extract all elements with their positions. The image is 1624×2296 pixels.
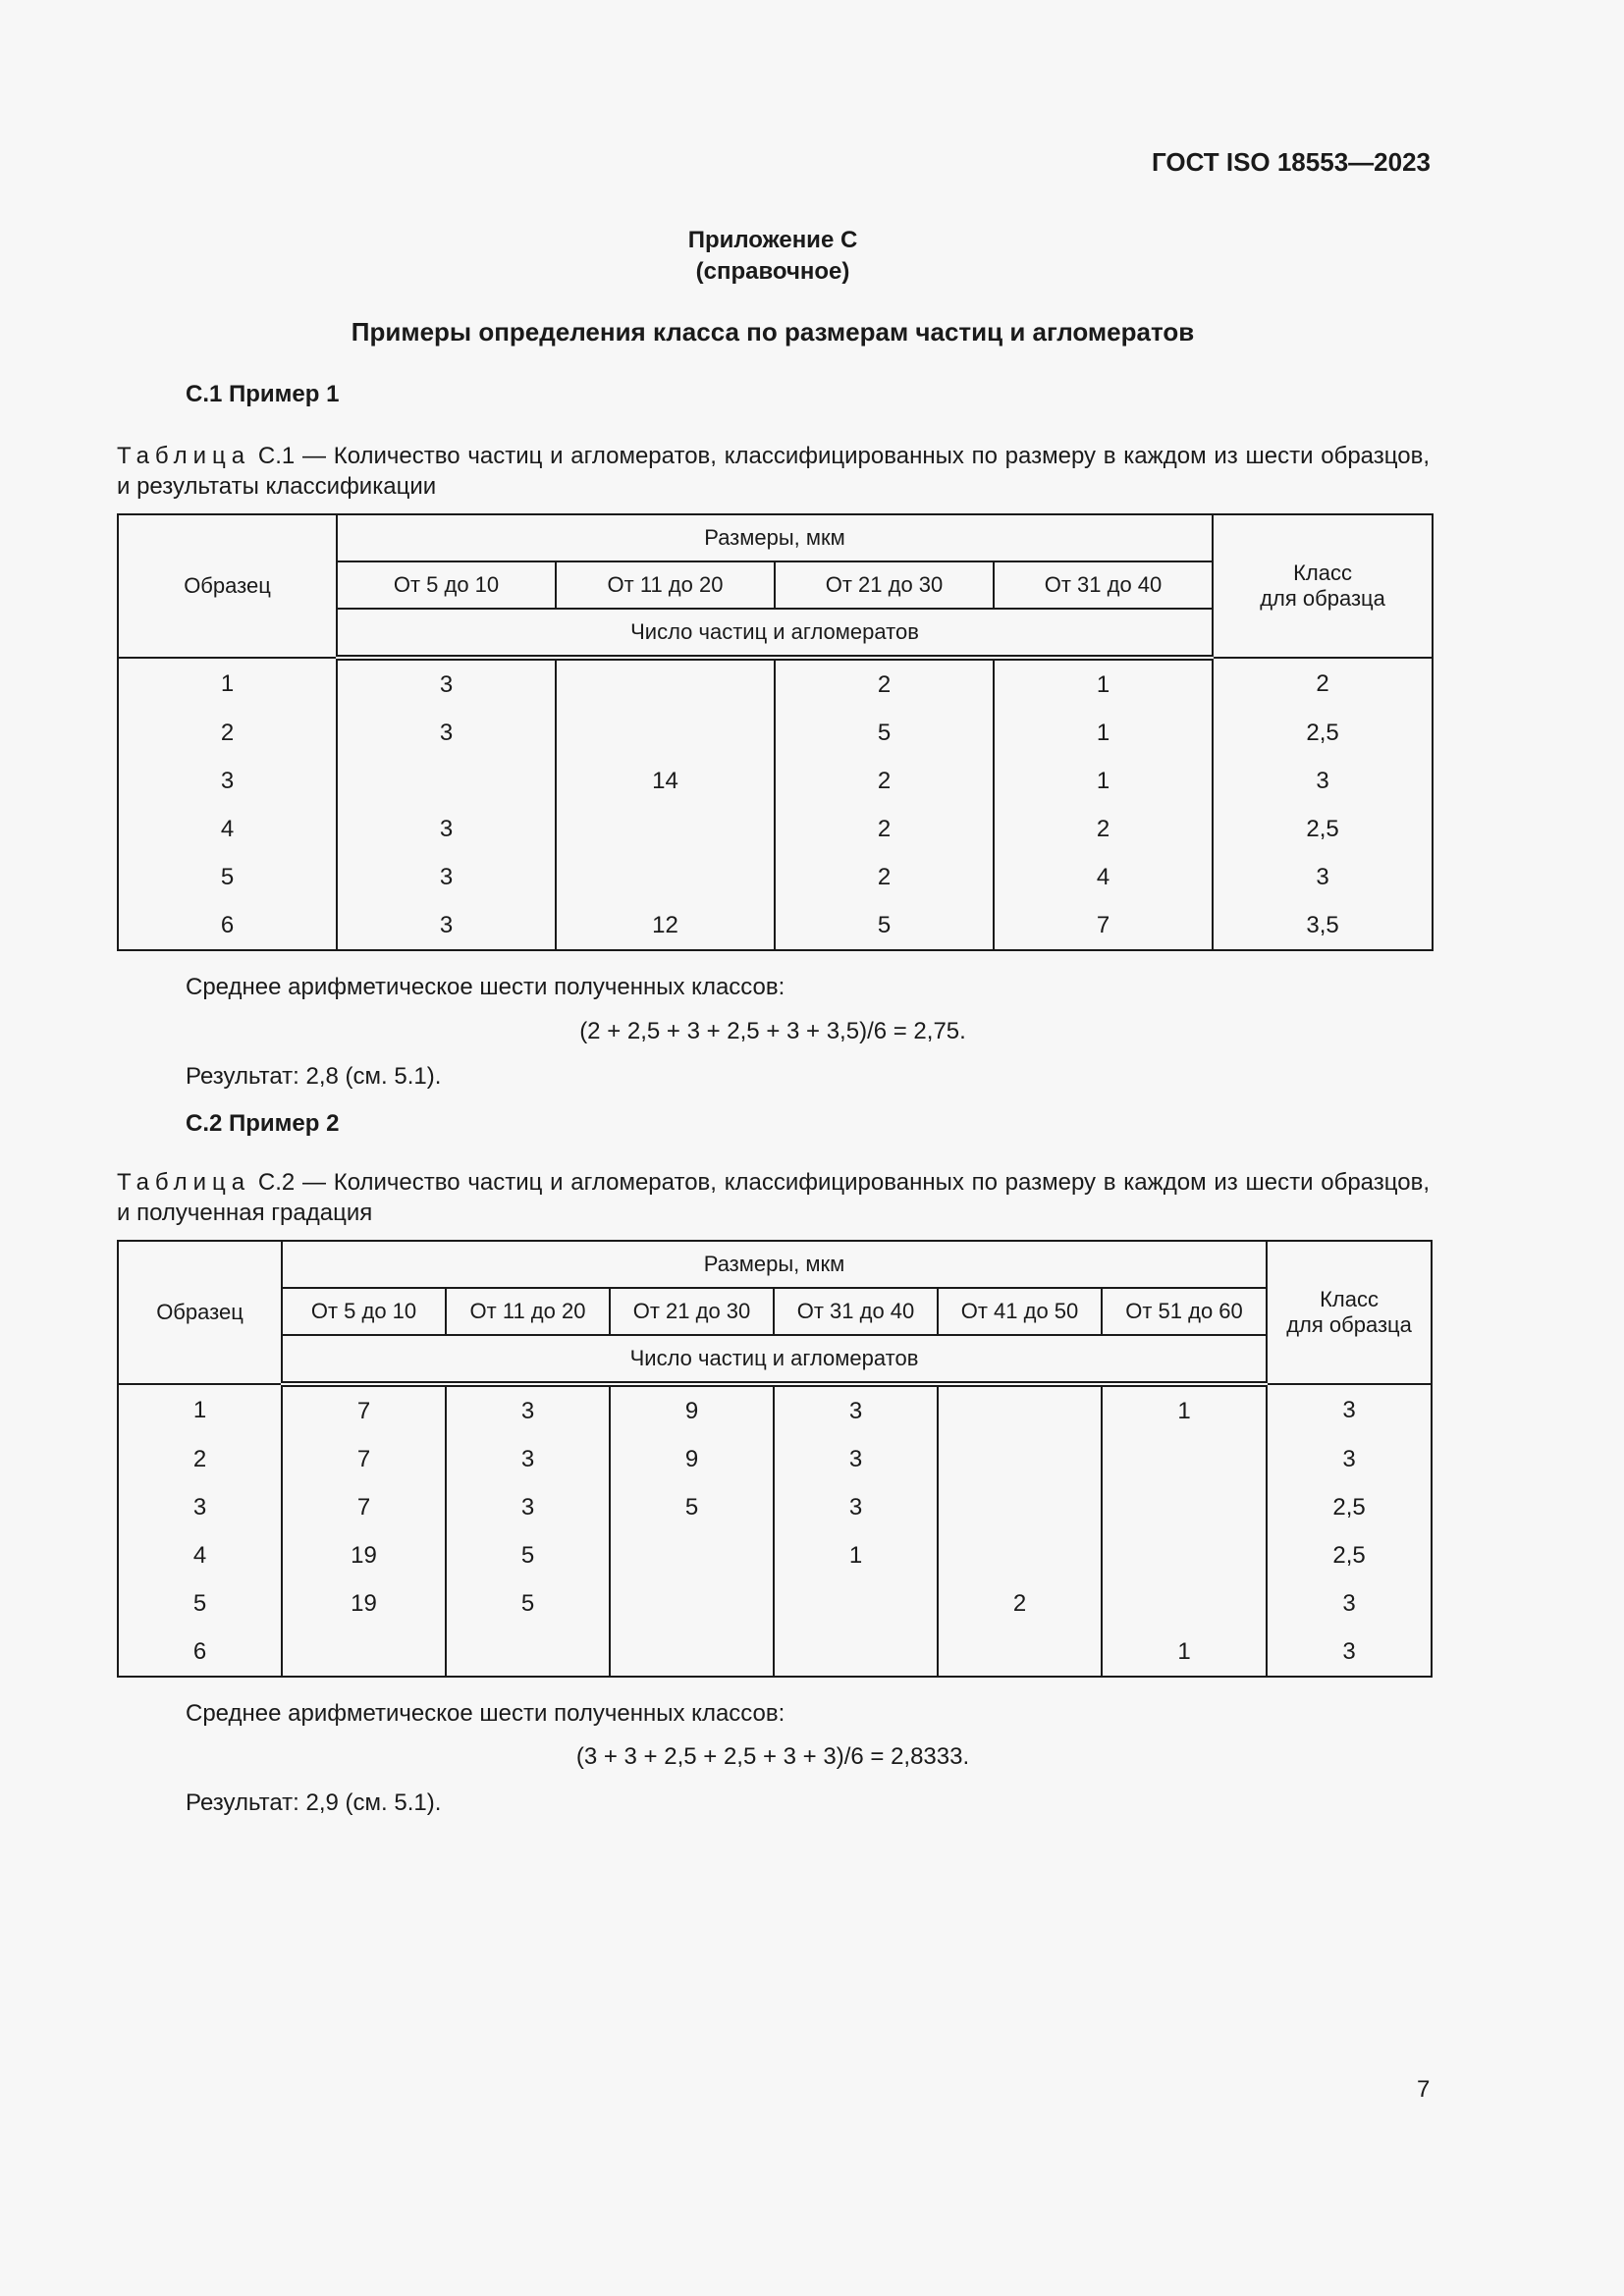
count-cell: 3 (446, 1384, 610, 1435)
table-row (118, 1483, 1432, 1531)
range-header: От 21 до 30 (775, 561, 994, 609)
count-cell: 3 (774, 1384, 938, 1435)
count-cell: 9 (610, 1435, 774, 1483)
count-cell: 3 (774, 1483, 938, 1531)
count-cell (610, 1579, 774, 1628)
class-cell: 2,5 (1267, 1483, 1432, 1531)
count-cell: 7 (994, 901, 1213, 950)
table-row (118, 1531, 1432, 1579)
count-cell: 5 (446, 1531, 610, 1579)
sample-cell: 3 (118, 757, 337, 805)
class-header: Класс для образца (1267, 1241, 1432, 1384)
count-cell (938, 1628, 1102, 1677)
sample-cell: 1 (118, 1384, 282, 1435)
caption-word: Таблица (117, 1169, 251, 1196)
class-cell: 2,5 (1267, 1531, 1432, 1579)
count-cell (556, 658, 775, 709)
table-row (118, 709, 1433, 757)
count-cell: 3 (337, 658, 556, 709)
sample-header: Образец (118, 1241, 282, 1384)
count-cell: 5 (446, 1579, 610, 1628)
count-cell (282, 1628, 446, 1677)
sample-cell: 4 (118, 805, 337, 853)
sample-cell: 6 (118, 1628, 282, 1677)
table-row (118, 1435, 1432, 1483)
count-cell: 1 (1102, 1628, 1267, 1677)
count-cell: 3 (774, 1435, 938, 1483)
class-cell: 2 (1213, 658, 1433, 709)
count-cell: 3 (337, 709, 556, 757)
count-cell: 2 (775, 805, 994, 853)
count-cell (337, 757, 556, 805)
table-2-caption (117, 1167, 1430, 1228)
table-2 (117, 1240, 1433, 1678)
sample-header: Образец (118, 514, 337, 658)
range-header: От 11 до 20 (446, 1288, 610, 1335)
page-number: 7 (1417, 2076, 1431, 2103)
range-header: От 41 до 50 (938, 1288, 1102, 1335)
count-cell (610, 1628, 774, 1677)
class-cell: 3 (1267, 1628, 1432, 1677)
count-cell (938, 1435, 1102, 1483)
count-cell (938, 1531, 1102, 1579)
caption-text: С.1 — Количество частиц и агломератов, классифицированных по размеру в каждом из шести образцов, и результаты классификации (117, 443, 1430, 500)
count-cell (774, 1628, 938, 1677)
count-cell: 2 (775, 853, 994, 901)
table-row (118, 901, 1433, 950)
count-cell: 7 (282, 1384, 446, 1435)
count-cell (938, 1483, 1102, 1531)
range-header: От 21 до 30 (610, 1288, 774, 1335)
result-1: Результат: 2,8 (см. 5.1). (186, 1063, 442, 1090)
count-cell: 7 (282, 1435, 446, 1483)
count-cell (938, 1384, 1102, 1435)
mean-text-2: Среднее арифметическое шести полученных классов: (186, 1700, 785, 1727)
count-cell (556, 805, 775, 853)
table-row (118, 757, 1433, 805)
table-1 (117, 513, 1434, 951)
table-row (118, 805, 1433, 853)
count-cell (1102, 1579, 1267, 1628)
appendix-label: Приложение С (687, 227, 858, 253)
count-cell: 14 (556, 757, 775, 805)
count-cell: 1 (774, 1531, 938, 1579)
count-cell: 4 (994, 853, 1213, 901)
range-header: От 31 до 40 (774, 1288, 938, 1335)
count-cell (610, 1531, 774, 1579)
count-cell (1102, 1435, 1267, 1483)
count-cell (556, 709, 775, 757)
count-cell: 2 (938, 1579, 1102, 1628)
range-header: От 11 до 20 (556, 561, 775, 609)
sample-cell: 4 (118, 1531, 282, 1579)
table-1-caption (117, 441, 1430, 502)
range-header: От 5 до 10 (282, 1288, 446, 1335)
count-cell: 5 (610, 1483, 774, 1531)
class-header: Класс для образца (1213, 514, 1433, 658)
count-cell: 2 (994, 805, 1213, 853)
count-cell: 3 (446, 1435, 610, 1483)
result-2: Результат: 2,9 (см. 5.1). (186, 1789, 442, 1816)
class-cell: 2,5 (1213, 805, 1433, 853)
mean-text-1: Среднее арифметическое шести полученных классов: (186, 974, 785, 1000)
sample-cell: 1 (118, 658, 337, 709)
count-cell: 1 (1102, 1384, 1267, 1435)
count-cell (1102, 1531, 1267, 1579)
class-cell: 2,5 (1213, 709, 1433, 757)
count-cell: 2 (775, 658, 994, 709)
count-cell: 5 (775, 901, 994, 950)
range-header: От 5 до 10 (337, 561, 556, 609)
table-row (118, 1628, 1432, 1677)
count-cell: 19 (282, 1579, 446, 1628)
count-cell: 9 (610, 1384, 774, 1435)
table-1-body (118, 658, 1433, 950)
class-cell: 3 (1267, 1579, 1432, 1628)
count-cell: 5 (775, 709, 994, 757)
sample-cell: 2 (118, 709, 337, 757)
caption-word: Таблица (117, 443, 251, 469)
formula-2: (3 + 3 + 2,5 + 2,5 + 3 + 3)/6 = 2,8333. (575, 1743, 970, 1770)
class-cell: 3,5 (1213, 901, 1433, 950)
document-id: ГОСТ ISO 18553—2023 (1151, 147, 1431, 177)
sample-cell: 5 (118, 1579, 282, 1628)
count-cell (446, 1628, 610, 1677)
sizes-header: Размеры, мкм (337, 514, 1213, 561)
table-row (118, 1579, 1432, 1628)
count-cell: 1 (994, 709, 1213, 757)
count-cell: 2 (775, 757, 994, 805)
range-header: От 31 до 40 (994, 561, 1213, 609)
count-cell: 19 (282, 1531, 446, 1579)
appendix-type: (справочное) (695, 258, 850, 285)
sizes-header: Размеры, мкм (282, 1241, 1267, 1288)
formula-1: (2 + 2,5 + 3 + 2,5 + 3 + 3,5)/6 = 2,75. (579, 1018, 966, 1044)
main-title: Примеры определения класса по размерам частиц и агломератов (351, 317, 1195, 347)
count-cell: 3 (337, 853, 556, 901)
sample-cell: 5 (118, 853, 337, 901)
count-cell (556, 853, 775, 901)
count-cell: 1 (994, 757, 1213, 805)
appendix-title (0, 225, 1545, 288)
table-2-body (118, 1384, 1432, 1677)
count-cell: 3 (337, 805, 556, 853)
sample-cell: 6 (118, 901, 337, 950)
count-cell: 3 (446, 1483, 610, 1531)
count-header: Число частиц и агломератов (337, 609, 1213, 658)
count-cell: 3 (337, 901, 556, 950)
table-row (118, 658, 1433, 709)
section-2-heading: С.2 Пример 2 (186, 1110, 340, 1137)
count-cell (1102, 1483, 1267, 1531)
class-cell: 3 (1267, 1384, 1432, 1435)
count-cell: 1 (994, 658, 1213, 709)
class-cell: 3 (1213, 757, 1433, 805)
class-cell: 3 (1213, 853, 1433, 901)
table-row (118, 1384, 1432, 1435)
count-cell: 12 (556, 901, 775, 950)
count-cell (774, 1579, 938, 1628)
caption-text: С.2 — Количество частиц и агломератов, классифицированных по размеру в каждом из шести образцов, и полученная градация (117, 1169, 1430, 1226)
table-row (118, 853, 1433, 901)
count-header: Число частиц и агломератов (282, 1335, 1267, 1384)
count-cell: 7 (282, 1483, 446, 1531)
range-header: От 51 до 60 (1102, 1288, 1267, 1335)
class-cell: 3 (1267, 1435, 1432, 1483)
sample-cell: 2 (118, 1435, 282, 1483)
section-1-heading: С.1 Пример 1 (186, 381, 340, 407)
sample-cell: 3 (118, 1483, 282, 1531)
